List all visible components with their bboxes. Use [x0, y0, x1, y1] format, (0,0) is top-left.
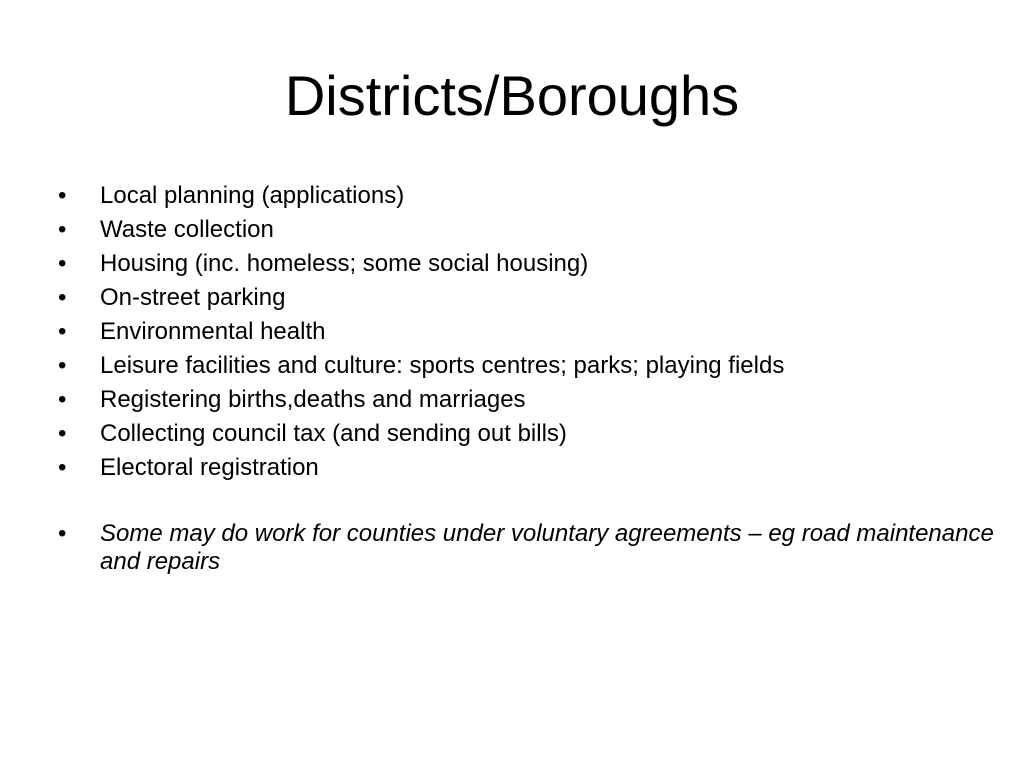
list-item	[58, 315, 958, 349]
list-item	[58, 213, 958, 247]
list-item-text: Electoral registration	[100, 454, 319, 481]
bullet-icon: •	[58, 352, 67, 379]
list-item-text: Local planning (applications)	[100, 182, 405, 209]
list-item	[58, 281, 958, 315]
bullet-icon: •	[58, 182, 67, 209]
bullet-icon: •	[58, 318, 67, 345]
bullet-icon: •	[58, 216, 67, 243]
list-item-text: Environmental health	[100, 318, 326, 345]
responsibility-list	[58, 179, 958, 485]
bullet-icon: •	[58, 520, 67, 547]
list-item	[58, 383, 958, 417]
list-item	[58, 349, 958, 383]
list-item-text: Collecting council tax (and sending out bills)	[100, 420, 567, 447]
note-item	[58, 520, 1000, 576]
list-item-text: Waste collection	[100, 216, 274, 243]
bullet-icon: •	[58, 386, 67, 413]
list-item	[58, 179, 958, 213]
bullet-icon: •	[58, 250, 67, 277]
list-item-text: Housing (inc. homeless; some social housing)	[100, 250, 589, 277]
bullet-icon: •	[58, 284, 67, 311]
list-item-text: Registering births,deaths and marriages	[100, 386, 526, 413]
bullet-icon: •	[58, 454, 67, 481]
list-item	[58, 247, 958, 281]
list-item	[58, 417, 958, 451]
bullet-icon: •	[58, 420, 67, 447]
list-item-text: Leisure facilities and culture: sports centres; parks; playing fields	[100, 352, 785, 379]
list-item-text: On-street parking	[100, 284, 286, 311]
list-item	[58, 451, 958, 485]
note-text: Some may do work for counties under voluntary agreements – eg road maintenance and repairs	[100, 520, 994, 575]
slide-title: Districts/Boroughs	[284, 64, 740, 127]
